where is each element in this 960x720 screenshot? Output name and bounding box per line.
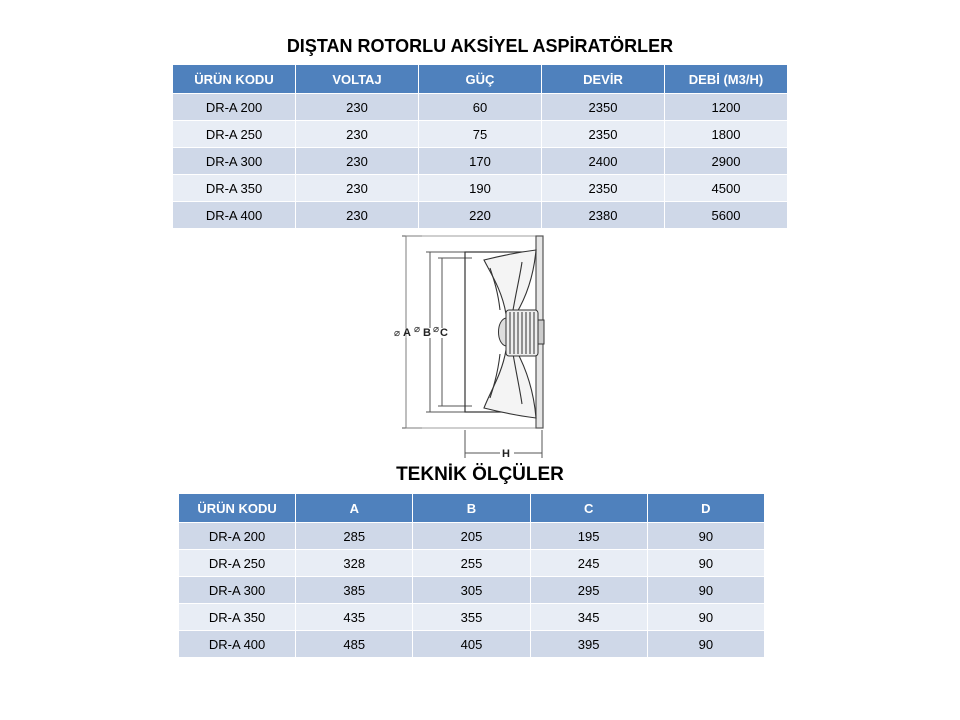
- cell-power: 170: [419, 148, 542, 175]
- products-col-voltage: VOLTAJ: [296, 65, 419, 94]
- table-row: [179, 550, 765, 577]
- cell-code: DR-A 350: [173, 175, 296, 202]
- cell-code: DR-A 400: [179, 631, 296, 658]
- cell-code: DR-A 300: [179, 577, 296, 604]
- fan-technical-drawing: [392, 232, 562, 464]
- cell-rpm: 2400: [542, 148, 665, 175]
- table-row: [173, 94, 788, 121]
- cell-code: DR-A 250: [179, 550, 296, 577]
- cell-power: 60: [419, 94, 542, 121]
- dims-col-b: B: [413, 494, 530, 523]
- products-col-power: GÜÇ: [419, 65, 542, 94]
- cell-a: 285: [296, 523, 413, 550]
- products-header-row: [173, 65, 788, 94]
- cell-b: 355: [413, 604, 530, 631]
- table-row: [173, 121, 788, 148]
- cell-d: 90: [647, 523, 764, 550]
- cell-b: 255: [413, 550, 530, 577]
- diameter-symbol-c: ⌀: [433, 324, 440, 335]
- products-col-flow: DEBİ (M3/H): [665, 65, 788, 94]
- table-row: [179, 523, 765, 550]
- dims-col-d: D: [647, 494, 764, 523]
- cell-rpm: 2350: [542, 121, 665, 148]
- dimensions-table: [178, 493, 765, 658]
- diameter-symbol-b: ⌀: [414, 324, 421, 335]
- cell-flow: 2900: [665, 148, 788, 175]
- cell-power: 190: [419, 175, 542, 202]
- cell-b: 205: [413, 523, 530, 550]
- cell-code: DR-A 400: [173, 202, 296, 229]
- products-col-rpm: DEVİR: [542, 65, 665, 94]
- cell-b: 305: [413, 577, 530, 604]
- dimensions-title: TEKNİK ÖLÇÜLER: [396, 464, 564, 485]
- table-row: [179, 631, 765, 658]
- label-b: B: [423, 327, 431, 339]
- label-h: H: [502, 448, 510, 460]
- table-row: [173, 148, 788, 175]
- dims-col-c: C: [530, 494, 647, 523]
- cell-rpm: 2350: [542, 94, 665, 121]
- diameter-symbol-a: ⌀: [394, 328, 401, 339]
- cell-a: 485: [296, 631, 413, 658]
- cell-code: DR-A 350: [179, 604, 296, 631]
- cell-flow: 4500: [665, 175, 788, 202]
- cell-code: DR-A 250: [173, 121, 296, 148]
- table-row: [173, 175, 788, 202]
- cell-power: 220: [419, 202, 542, 229]
- cell-voltage: 230: [296, 175, 419, 202]
- cell-flow: 1200: [665, 94, 788, 121]
- dimensions-header-row: [179, 494, 765, 523]
- cell-voltage: 230: [296, 121, 419, 148]
- cell-c: 195: [530, 523, 647, 550]
- cell-c: 395: [530, 631, 647, 658]
- cell-voltage: 230: [296, 94, 419, 121]
- cell-b: 405: [413, 631, 530, 658]
- cell-d: 90: [647, 550, 764, 577]
- cell-d: 90: [647, 604, 764, 631]
- label-a: A: [403, 327, 411, 339]
- cell-a: 435: [296, 604, 413, 631]
- dims-col-code: ÜRÜN KODU: [179, 494, 296, 523]
- cell-d: 90: [647, 631, 764, 658]
- cell-a: 328: [296, 550, 413, 577]
- cell-voltage: 230: [296, 202, 419, 229]
- cell-c: 295: [530, 577, 647, 604]
- cell-a: 385: [296, 577, 413, 604]
- cell-d: 90: [647, 577, 764, 604]
- table-row: [179, 604, 765, 631]
- label-c: C: [440, 327, 448, 339]
- products-col-code: ÜRÜN KODU: [173, 65, 296, 94]
- dims-col-a: A: [296, 494, 413, 523]
- cell-code: DR-A 200: [179, 523, 296, 550]
- products-title: DIŞTAN ROTORLU AKSİYEL ASPİRATÖRLER: [286, 36, 674, 56]
- cell-flow: 5600: [665, 202, 788, 229]
- cell-rpm: 2380: [542, 202, 665, 229]
- fan-motor: [499, 310, 545, 356]
- cell-voltage: 230: [296, 148, 419, 175]
- cell-code: DR-A 200: [173, 94, 296, 121]
- cell-rpm: 2350: [542, 175, 665, 202]
- table-row: [173, 202, 788, 229]
- cell-flow: 1800: [665, 121, 788, 148]
- cell-c: 345: [530, 604, 647, 631]
- cell-c: 245: [530, 550, 647, 577]
- products-table: [172, 64, 788, 229]
- cell-code: DR-A 300: [173, 148, 296, 175]
- cell-power: 75: [419, 121, 542, 148]
- table-row: [179, 577, 765, 604]
